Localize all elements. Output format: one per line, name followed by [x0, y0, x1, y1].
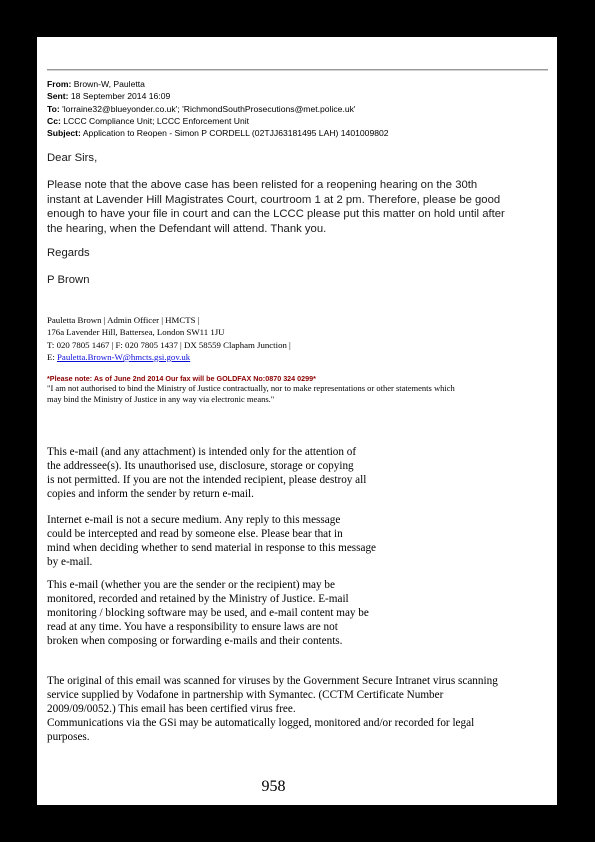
signature-email-row — [47, 351, 552, 363]
subject-value: Application to Reopen - Simon P CORDELL (02TJJ63181495 LAH) 1401009802 — [82, 128, 389, 139]
message-line: Please note that the above case has been relisted for a reopening hearing on the 30th — [47, 179, 478, 191]
main-message — [47, 178, 547, 236]
from-value: Brown-W, Pauletta — [73, 79, 145, 89]
notice-line: mind when deciding whether to send material in response to this message — [47, 542, 377, 554]
to-label: To: — [47, 103, 60, 114]
contract-disclaimer — [47, 383, 552, 404]
sent-label: Sent: — [47, 91, 69, 102]
signature-line: Pauletta Brown | Admin Officer | HMCTS | — [47, 315, 200, 325]
notice-line: copies and inform the sender by return e-mail. — [47, 488, 254, 500]
fax-notice: *Please note: As of June 2nd 2014 Our fax will be GOLDFAX No:0870 324 0299* — [47, 374, 316, 383]
notice-line: monitoring / blocking software may be used, and e-mail content may be — [47, 607, 369, 619]
document-page — [37, 37, 557, 805]
closing: Regards — [47, 247, 90, 259]
notice-line: monitored, recorded and retained by the Ministry of Justice. E-mail — [47, 593, 349, 605]
email-header — [47, 78, 552, 139]
cc-value: LCCC Compliance Unit; LCCC Enforcement Unit — [63, 115, 250, 126]
message-line: the hearing, when the Defendant will attend. Thank you. — [47, 222, 327, 235]
cc-label: Cc: — [47, 115, 61, 126]
notice-paragraph-3 — [47, 578, 552, 648]
notice-paragraph-1 — [47, 445, 552, 501]
page-number: 958 — [261, 778, 286, 795]
cc-row — [47, 115, 552, 127]
notice-line: 2009/09/0052.) This email has been certified virus free. — [47, 703, 296, 715]
notice-line: broken when composing or forwarding e-mails and their contents. — [47, 635, 343, 647]
signature-line: 176a Lavender Hill, Battersea, London SW11 1JU — [47, 327, 225, 338]
notice-line: read at any time. You have a responsibility to ensure laws are not — [47, 621, 338, 633]
from-row — [47, 78, 552, 90]
subject-label: Subject: — [47, 128, 81, 139]
greeting: Dear Sirs, — [47, 152, 98, 164]
notice-line: Communications via the GSi may be automatically logged, monitored and/or recorded for legal — [47, 717, 475, 729]
message-line: instant at Lavender Hill Magistrates Court, courtroom 1 at 2 pm. Therefore, please be good — [47, 193, 501, 206]
disclaimer-line: may bind the Ministry of Justice in any way via electronic means." — [47, 393, 275, 404]
sent-row — [47, 90, 552, 102]
to-value: 'lorraine32@blueyonder.co.uk'; 'RichmondSouthProsecutions@met.police.uk' — [62, 103, 356, 114]
virus-scan-notice — [47, 674, 552, 744]
sender-name: P Brown — [47, 274, 90, 286]
notice-line: the addressee(s). Its unauthorised use, disclosure, storage or copying — [47, 460, 354, 472]
notice-line: This e-mail (whether you are the sender or the recipient) may be — [47, 579, 335, 591]
notice-line: is not permitted. If you are not the intended recipient, please destroy all — [47, 474, 367, 486]
notice-line: The original of this email was scanned for viruses by the Government Secure Intranet virus scanning — [47, 675, 498, 687]
notice-line: could be intercepted and read by someone else. Please bear that in — [47, 528, 343, 540]
header-divider — [47, 69, 548, 71]
signature-block — [47, 314, 552, 363]
from-label: From: — [47, 79, 72, 89]
notice-line: purposes. — [47, 731, 90, 743]
sent-value: 18 September 2014 16:09 — [70, 91, 171, 102]
notice-line: Internet e-mail is not a secure medium. Any reply to this message — [47, 514, 341, 526]
notice-line: service supplied by Vodafone in partnership with Symantec. (CCTM Certificate Number — [47, 689, 444, 701]
notice-line: This e-mail (and any attachment) is intended only for the attention of — [47, 446, 357, 458]
to-row — [47, 103, 552, 115]
message-line: enough to have your file in court and can the LCCC please put this matter on hold until after — [47, 208, 505, 220]
notice-line: by e-mail. — [47, 556, 93, 568]
email-link[interactable]: Pauletta.Brown-W@hmcts.gsi.gov.uk — [57, 351, 191, 362]
notice-paragraph-2 — [47, 513, 552, 569]
subject-row — [47, 127, 552, 139]
disclaimer-line: "I am not authorised to bind the Ministry of Justice contractually, nor to make representations or other statements which — [47, 383, 455, 393]
signature-line: T: 020 7805 1467 | F: 020 7805 1437 | DX 58559 Clapham Junction | — [47, 339, 291, 350]
email-label: E: — [47, 351, 58, 362]
